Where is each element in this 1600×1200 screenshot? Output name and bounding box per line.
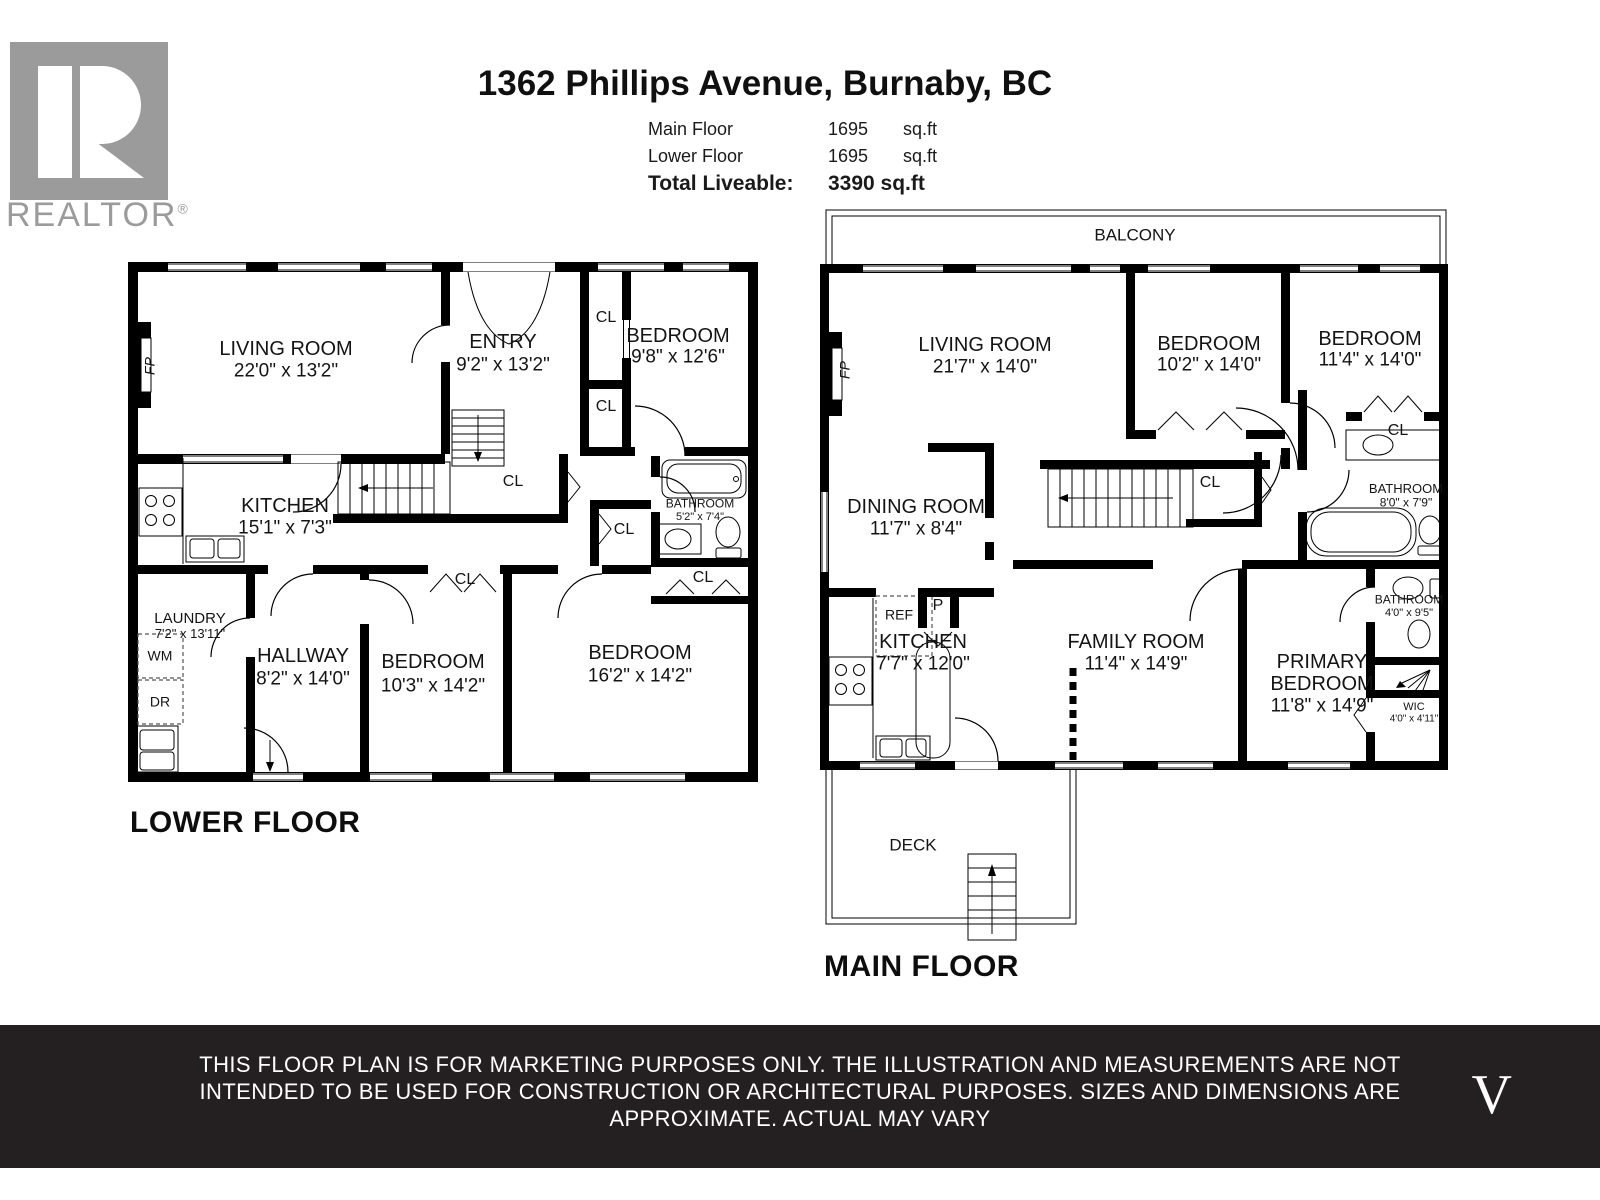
room-dims: 21'7" x 14'0" — [932, 356, 1038, 378]
fireplace-label: FP — [836, 361, 853, 379]
wall — [1238, 569, 1247, 761]
room-label: BEDROOM — [1157, 333, 1261, 355]
room-dims: 7'2" x 13'11" — [154, 625, 226, 641]
room-dims: 11'8" x 14'9" — [1270, 695, 1374, 717]
bifold-closet-icon — [1346, 396, 1448, 421]
door-arc — [369, 580, 413, 624]
wall — [503, 574, 512, 772]
door-arc — [1190, 569, 1242, 621]
room-label: DINING ROOM — [847, 496, 985, 518]
closet-label: CL — [595, 309, 617, 327]
fridge-label: REF — [885, 606, 913, 623]
room-label: PRIMARY — [1276, 651, 1368, 673]
fireplace-label: FP — [141, 357, 158, 375]
room-dims: 9'8" x 12'6" — [631, 346, 725, 368]
main-floor-title: MAIN FLOOR — [824, 950, 1019, 983]
closet-label: CL — [1199, 474, 1221, 492]
room-dims: 7'7" x 12'0" — [876, 653, 970, 675]
registered-mark: ® — [177, 200, 190, 217]
toilet-icon — [1418, 516, 1442, 555]
shower-icon — [1396, 670, 1430, 693]
stat-main-floor-unit: sq.ft — [903, 119, 938, 139]
v-logo: V — [1471, 1064, 1512, 1126]
closet-label: CL — [454, 571, 476, 589]
room-dims: 11'4" x 14'9" — [1084, 653, 1188, 675]
closet-label: CL — [1387, 422, 1409, 440]
disclaimer-bar — [0, 1025, 1600, 1168]
stat-lower-floor-value: 1695 — [828, 146, 869, 166]
stat-main-floor-value: 1695 — [828, 119, 869, 139]
stat-total-value: 3390 sq.ft — [828, 172, 925, 195]
closet-label: CL — [502, 473, 524, 491]
room-dims: 8'0" x 7'9" — [1379, 495, 1433, 510]
room-dims: 10'3" x 14'2" — [380, 675, 486, 697]
lower-inner-walls — [128, 272, 758, 512]
room-label: BATHROOM — [665, 496, 735, 511]
stat-total-label: Total Liveable: — [648, 172, 794, 195]
deck-door — [955, 718, 998, 770]
room-label: BATHROOM — [1368, 480, 1444, 496]
room-label: WIC — [1403, 700, 1425, 713]
toilet-icon — [716, 517, 741, 558]
stove-icon — [829, 657, 872, 705]
lower-floor-title: LOWER FLOOR — [130, 806, 361, 839]
stat-lower-floor-label: Lower Floor — [648, 146, 744, 166]
window-icon — [370, 773, 685, 781]
closet-label: CL — [692, 569, 714, 587]
room-dims: 22'0" x 13'2" — [233, 360, 339, 382]
room-label: BEDROOM — [588, 642, 692, 664]
room-label: FAMILY ROOM — [1067, 631, 1205, 653]
pantry-label: P — [932, 597, 944, 615]
page-title: 1362 Phillips Avenue, Burnaby, BC — [477, 64, 1053, 103]
wall — [1126, 273, 1135, 430]
room-dims: 11'4" x 14'0" — [1318, 349, 1422, 371]
deck-stairs — [968, 854, 1016, 940]
washer-label: WM — [147, 647, 173, 664]
room-dims: 11'7" x 8'4" — [869, 518, 963, 540]
kitchen-sink-icon — [186, 536, 244, 562]
room-label: BEDROOM — [1270, 673, 1374, 695]
room-label: KITCHEN — [241, 495, 329, 517]
room-label: BEDROOM — [1318, 328, 1422, 350]
window-icon — [821, 492, 828, 572]
room-label: LAUNDRY — [154, 609, 226, 627]
disclaimer-line: INTENDED TO BE USED FOR CONSTRUCTION OR ARCHITECTURAL PURPOSES. SIZES AND DIMENSIONS ARE — [199, 1079, 1401, 1104]
room-dims: 16'2" x 14'2" — [587, 665, 693, 687]
realtor-wordmark: REALTOR® — [6, 196, 190, 234]
stairs-down — [452, 410, 504, 466]
room-dims: 9'2" x 13'2" — [456, 354, 550, 376]
room-label: BEDROOM — [381, 651, 485, 673]
room-label: KITCHEN — [879, 631, 967, 653]
stove-icon — [139, 488, 182, 536]
wall — [1281, 448, 1290, 469]
room-dims: 10'2" x 14'0" — [1156, 354, 1262, 376]
disclaimer-line: THIS FLOOR PLAN IS FOR MARKETING PURPOSES ONLY. THE ILLUSTRATION AND MEASUREMENTS ARE NOT — [199, 1052, 1401, 1077]
room-label: LIVING ROOM — [219, 338, 353, 360]
stat-lower-floor-unit: sq.ft — [903, 146, 938, 166]
balcony-label: BALCONY — [1094, 225, 1176, 245]
stat-main-floor-label: Main Floor — [648, 119, 734, 139]
room-label: ENTRY — [469, 331, 537, 353]
stairs — [1048, 469, 1193, 527]
bathtub-icon — [662, 460, 746, 498]
realtor-r-icon — [10, 42, 168, 200]
room-label: HALLWAY — [257, 645, 349, 667]
door-arc — [1290, 403, 1335, 448]
bathtub-icon — [1306, 508, 1416, 556]
stairs — [338, 462, 450, 514]
wall — [1281, 273, 1290, 403]
wall — [1013, 560, 1153, 569]
deck-outline — [826, 770, 1076, 940]
room-label: BEDROOM — [626, 325, 730, 347]
wall — [1242, 560, 1448, 569]
room-dims: 8'2" x 14'0" — [256, 668, 350, 690]
wall — [360, 624, 369, 772]
closet-label: CL — [613, 521, 635, 539]
room-dims: 4'0" x 9'5" — [1384, 606, 1434, 619]
closet-label: CL — [595, 398, 617, 416]
deck-label: DECK — [889, 835, 937, 855]
bifold-closet-icon — [1126, 412, 1285, 439]
sink-icon — [1408, 620, 1430, 648]
room-dims: 4'0" x 4'11" — [1389, 713, 1439, 725]
kitchen-sink-icon — [876, 736, 930, 760]
laundry-wall — [211, 574, 255, 772]
room-dims: 15'1" x 7'3" — [238, 517, 332, 539]
room-label: LIVING ROOM — [918, 334, 1052, 356]
realtor-logo — [10, 42, 168, 200]
disclaimer-line: APPROXIMATE. ACTUAL MAY VARY — [609, 1106, 991, 1131]
room-label: BATHROOM — [1374, 592, 1444, 607]
room-dims: 5'2" x 7'4" — [675, 510, 725, 523]
laundry-sink-icon — [136, 726, 178, 772]
sink-icon — [655, 524, 701, 554]
main-bathroom1 — [1298, 390, 1442, 560]
wall — [1040, 460, 1270, 469]
dryer-label: DR — [149, 693, 171, 710]
wall — [360, 574, 369, 580]
